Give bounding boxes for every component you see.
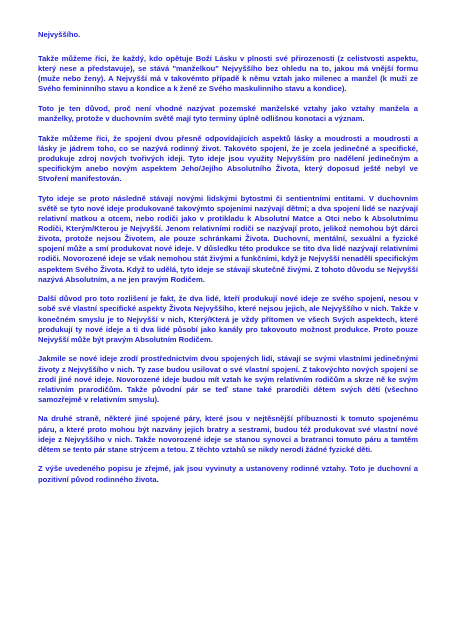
paragraph-5: Tyto ideje se proto následně stávají novými lidskými bytostmi či sentientními entitami. V duchovním světě se tyto nové ideje produkované takovýmto spojeními nazývají dětmi; a dva spojení lidé se nazývají relativní matkou a otcem, nebo rodiči jako v protikladu k Absolutní Matce a Otci nebo k Absolutnímu Rodiči, Kterým/Kterou je Nejvyšší. Jenom relativními rodiči se nazývají proto, jelikož nemohou být dárci života, protože nejsou Životem, ale pouze schránkami Života. Duchovní, mentální, sexuální a fyzické spojení může a smí produkovat nové ideje. V důsledku této produkce se tito dva lidé nazývají relativními rodiči. Novorozené ideje se však nemohou stát živými a funkčními, když je Nejvyšší nenadělí specifickým aspektem Svého Života. Když to udělá, tyto ideje se stávají skutečně živými. Z tohoto důvodu se Nejvyšší nazývá Absolutním, a ne jen pravým Rodičem. [38,193,418,284]
document-page [38,30,418,494]
paragraph-1: Nejvyššího. [38,30,81,39]
paragraph-4: Takže můžeme říci, že spojení dvou přesně odpovídajících aspektů lásky a moudrosti a moudrosti a lásky je jádrem toho, co se nazývá rodinný život. Takovéto spojení, že je zcela jedinečné a specifické, produkuje zdroj nových tvořivých ideji. Tyto ideje jsou využity Nejvyšším pro nadělení jedinečným a specifickým anebo novým aspektem Jeho/Jejího Absolutního Života, který doposud ještě nebyl ve Stvoření manifestován. [38,133,418,184]
paragraph-9: Z výše uvedeného popisu je zřejmé, jak jsou vyvinuty a ustanoveny rodinné vztahy. Toto je duchovní a pozitivní původ rodinného života. [38,464,418,484]
paragraph-2: Takže můžeme říci, že každý, kdo opětuje Boží Lásku v plnosti své přirozenosti (z celistvosti aspektu, který nese a představuje), se stává "manželkou" Nejvyššího bez ohledu na to, jakou má vnější formu (muže nebo ženy). A Nejvyšší má v takovémto případě k němu vztah jako milenec a manžel (k muži ze Svého femininního stavu a kondice a k ženě ze Svého maskulinního stavu a kondice). [38,54,418,94]
paragraph-7: Jakmile se nové ideje zrodí prostřednictvím dvou spojených lidí, stávají se svými vlastními jedinečnými životy z Nejvyššího v nich. Ty zase budou usilovat o své vlastní spojení. Z takovýchto nových spojení se zrodí jiné nové ideje. Novorozené ideje budou mít vztah ke svým relativním rodičům a skrze ně ke svým relativním prarodičům. Takže původní pár se teď stane také prarodiči dětem svých dětí (všechno samozřejmě v relativním smyslu). [38,354,418,404]
paragraph-6: Další důvod pro toto rozlišení je fakt, že dva lidé, kteří produkují nové ideje ze svého spojení, nesou v sobě své vlastní specifické aspekty Života Nejvyššího, které nejsou jejich, ale Nejvyššího v nich. Takže v konečném smyslu je to Nejvyšší v nich, Který/Která je vždy přítomen ve všech Svých aspektech, které produkují ty nové ideje a ti dva lidé působí jako kanály pro takovouto možnost produkce. Proto pouze Nejvyšší může být pravým Absolutním Rodičem. [38,294,418,344]
paragraph-8: Na druhé straně, některé jiné spojené páry, které jsou v nejtěsnější příbuznosti k tomuto spojenému páru, a které proto mohou být nazvány jejich bratry a sestrami, budou též produkovat své vlastní nové ideje z Nejvyššího v nich. Takže novorozené ideje se stanou synovci a bratranci tomuto páru a tamtěm dětem se tento pár stane strýcem a tetou. Z těchto vztahů se nikdy nerodí žádné fyzické děti. [38,414,418,454]
paragraph-3: Toto je ten důvod, proč není vhodné nazývat pozemské manželské vztahy jako vztahy manžela a manželky, protože v duchovním světě mají tyto terminy úplně odlišnou konotaci a význam. [38,104,418,124]
